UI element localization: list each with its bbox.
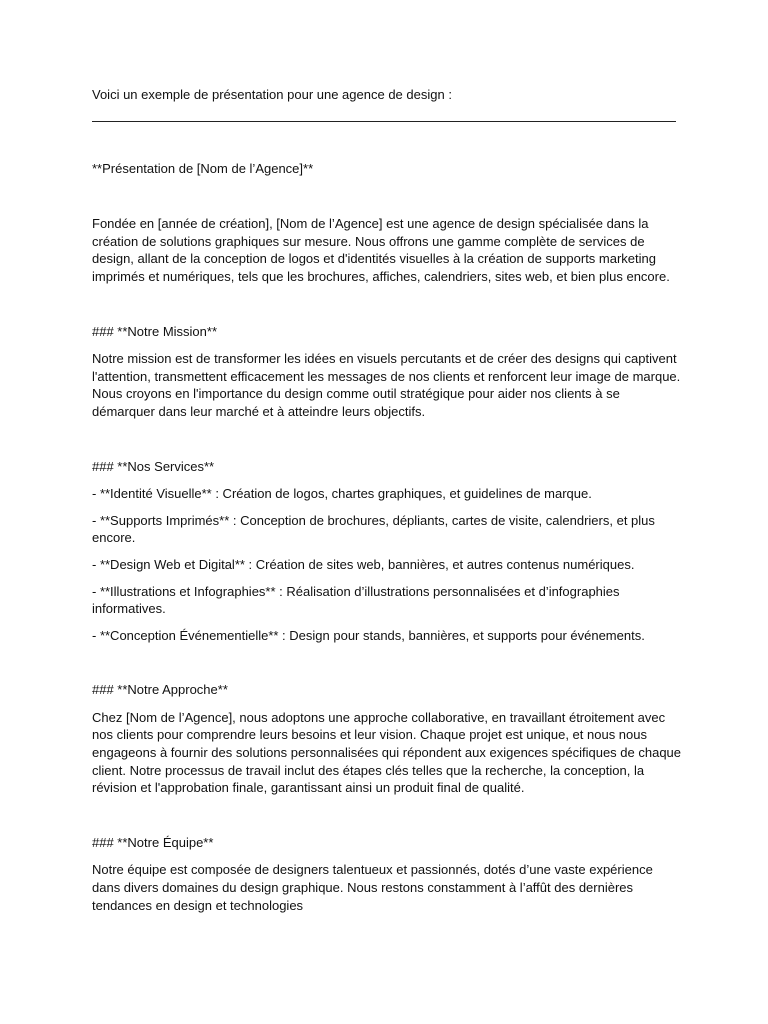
opening-paragraph: Fondée en [année de création], [Nom de l’Agence] est une agence de design spécialisée dans la création de solutions graphiques sur mesure. Nous offrons une gamme complète de services de design, allant de la conception de logos et d'identités visuelles à la création de supports marketing imprimés et numériques, tels que les brochures, affiches, calendriers, sites web, et bien plus encore. bbox=[92, 216, 670, 284]
list-item: - **Conception Événementielle** : Design pour stands, bannières, et supports pour événements. bbox=[92, 627, 645, 643]
team-text: Notre équipe est composée de designers talentueux et passionnés, dotés d’une vaste expérience dans divers domaines du design graphique. Nous restons constamment à l’affût des dernières tendances en design et technologies bbox=[92, 862, 653, 913]
approach-heading: ### **Notre Approche** bbox=[92, 682, 228, 698]
services-section bbox=[92, 458, 682, 645]
document-title: **Présentation de [Nom de l’Agence]** bbox=[92, 160, 314, 176]
team-heading: ### **Notre Équipe** bbox=[92, 834, 214, 850]
document-page bbox=[92, 86, 682, 914]
approach-section bbox=[92, 681, 682, 797]
list-item: - **Identité Visuelle** : Création de logos, chartes graphiques, et guidelines de marque. bbox=[92, 486, 592, 502]
list-item: - **Supports Imprimés** : Conception de brochures, dépliants, cartes de visite, calendriers, et plus encore. bbox=[92, 512, 655, 546]
services-list bbox=[92, 485, 682, 644]
horizontal-rule bbox=[92, 121, 676, 122]
list-item: - **Illustrations et Infographies** : Réalisation d’illustrations personnalisées et d’infographies informatives. bbox=[92, 583, 620, 617]
services-heading: ### **Nos Services** bbox=[92, 458, 215, 474]
list-item: - **Design Web et Digital** : Création de sites web, bannières, et autres contenus numériques. bbox=[92, 556, 635, 572]
mission-section bbox=[92, 323, 682, 421]
team-section bbox=[92, 834, 682, 914]
approach-text: Chez [Nom de l’Agence], nous adoptons une approche collaborative, en travaillant étroitement avec nos clients pour comprendre leurs besoins et leur vision. Chaque projet est unique, et nous nous engageons à fournir des solutions personnalisées qui répondent aux exigences spécifiques de chaque client. Notre processus de travail inclut des étapes clés telles que la recherche, la conception, la révision et l'approbation finale, garantissant ainsi un produit final de qualité. bbox=[92, 709, 682, 796]
mission-heading: ### **Notre Mission** bbox=[92, 323, 218, 339]
mission-text: Notre mission est de transformer les idées en visuels percutants et de créer des designs qui captivent l'attention, transmettent efficacement les messages de nos clients et renforcent leur image de marque. Nous croyons en l'importance du design comme outil stratégique pour aider nos clients à se démarquer dans leur marché et à atteindre leurs objectifs. bbox=[92, 351, 681, 419]
intro-line: Voici un exemple de présentation pour une agence de design : bbox=[92, 87, 452, 102]
